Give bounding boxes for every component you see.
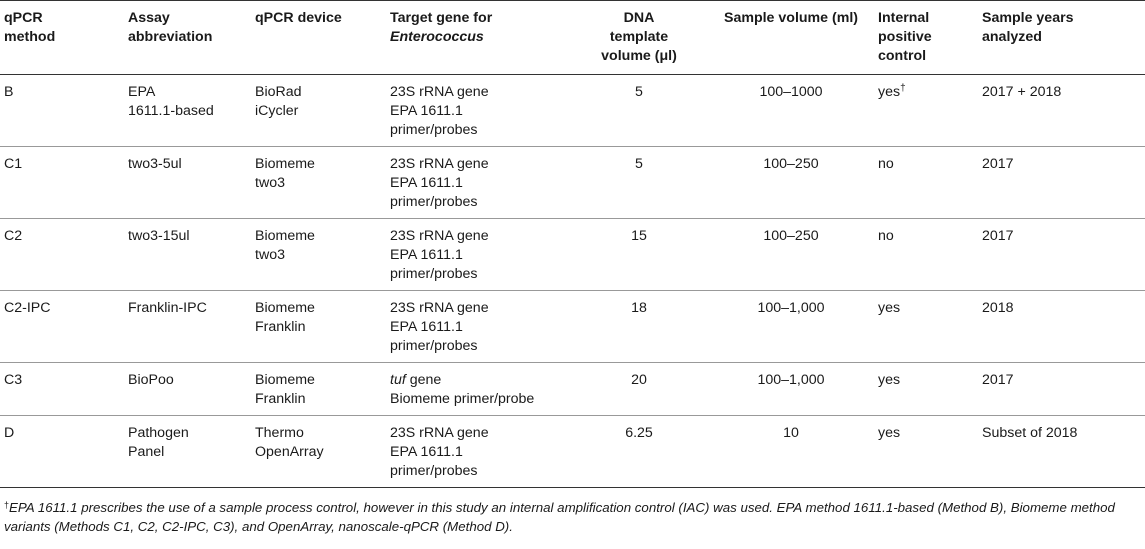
cell-method: C3 (4, 372, 23, 388)
cell-target: 23S rRNA gene EPA 1611.1 primer/probes (390, 300, 489, 354)
cell-device: Biomeme two3 (255, 156, 315, 191)
header-sample-volume: Sample volume (ml) (723, 10, 859, 26)
cell-ipc: yes (878, 425, 901, 441)
table-row (0, 75, 1145, 147)
header-dna-volume: DNA template volume (μl) (601, 10, 677, 64)
table-row (0, 219, 1145, 291)
footnote-text: EPA 1611.1 prescribes the use of a sample process control, however in this study an internal amplification control (IAC) was used. EPA method 1611.1-based (Method B), Biomeme method variants (Methods C1, C2, C2-IPC, C3), and OpenArray, nanoscale-qPCR (Method D). (4, 500, 1115, 534)
cell-years: 2017 (982, 156, 1014, 172)
cell-assay: BioPoo (128, 372, 174, 388)
cell-device: Biomeme Franklin (255, 300, 315, 335)
cell-method: D (4, 425, 15, 441)
cell-assay: Franklin-IPC (128, 300, 207, 316)
cell-ipc: no (878, 228, 894, 244)
cell-volume: 10 (783, 425, 799, 441)
cell-volume: 100–1000 (759, 84, 823, 100)
cell-ipc: yes (878, 300, 901, 316)
cell-years: 2017 + 2018 (982, 84, 1062, 100)
cell-dna: 15 (631, 228, 647, 244)
header-ipc: Internal positive control (878, 10, 932, 64)
cell-device: Biomeme Franklin (255, 372, 315, 407)
cell-ipc: no (878, 156, 894, 172)
cell-target: 23S rRNA gene EPA 1611.1 primer/probes (390, 425, 489, 479)
cell-method: C2-IPC (4, 300, 51, 316)
cell-volume: 100–250 (763, 228, 819, 244)
cell-assay: EPA 1611.1-based (128, 84, 214, 119)
cell-years: 2018 (982, 300, 1014, 316)
footnote-dagger: † (4, 500, 10, 510)
cell-volume: 100–1,000 (757, 372, 825, 388)
cell-assay: two3-5ul (128, 156, 182, 172)
cell-dna: 5 (635, 84, 643, 100)
header-row (0, 1, 1145, 75)
table-row (0, 147, 1145, 219)
table-footnote (4, 496, 1134, 536)
cell-ipc: yes† (878, 83, 906, 100)
cell-dna: 5 (635, 156, 643, 172)
cell-device: BioRad iCycler (255, 84, 302, 119)
cell-volume: 100–250 (763, 156, 819, 172)
cell-dna: 6.25 (625, 425, 653, 441)
cell-target: 23S rRNA gene EPA 1611.1 primer/probes (390, 228, 489, 282)
cell-assay: Pathogen Panel (128, 425, 189, 460)
table-row (0, 416, 1145, 488)
cell-device: Thermo OpenArray (255, 425, 324, 460)
dagger-mark: † (900, 83, 906, 94)
cell-volume: 100–1,000 (757, 300, 825, 316)
cell-method: C1 (4, 156, 23, 172)
cell-target: 23S rRNA gene EPA 1611.1 primer/probes (390, 84, 489, 138)
header-device: qPCR device (255, 10, 342, 26)
table-row (0, 363, 1145, 416)
cell-dna: 20 (631, 372, 647, 388)
header-assay: Assay abbreviation (128, 10, 213, 45)
header-method: qPCR method (4, 10, 56, 45)
cell-target: tuf gene Biomeme primer/probe (390, 372, 535, 407)
cell-dna: 18 (631, 300, 647, 316)
cell-method: C2 (4, 228, 23, 244)
cell-years: 2017 (982, 372, 1014, 388)
cell-assay: two3-15ul (128, 228, 190, 244)
cell-ipc: yes (878, 372, 901, 388)
cell-target: 23S rRNA gene EPA 1611.1 primer/probes (390, 156, 489, 210)
table-row (0, 291, 1145, 363)
header-target: Target gene for Enterococcus (390, 10, 493, 45)
cell-years: 2017 (982, 228, 1014, 244)
header-years: Sample years analyzed (982, 10, 1074, 45)
cell-method: B (4, 84, 14, 100)
cell-device: Biomeme two3 (255, 228, 315, 263)
cell-years: Subset of 2018 (982, 425, 1078, 441)
